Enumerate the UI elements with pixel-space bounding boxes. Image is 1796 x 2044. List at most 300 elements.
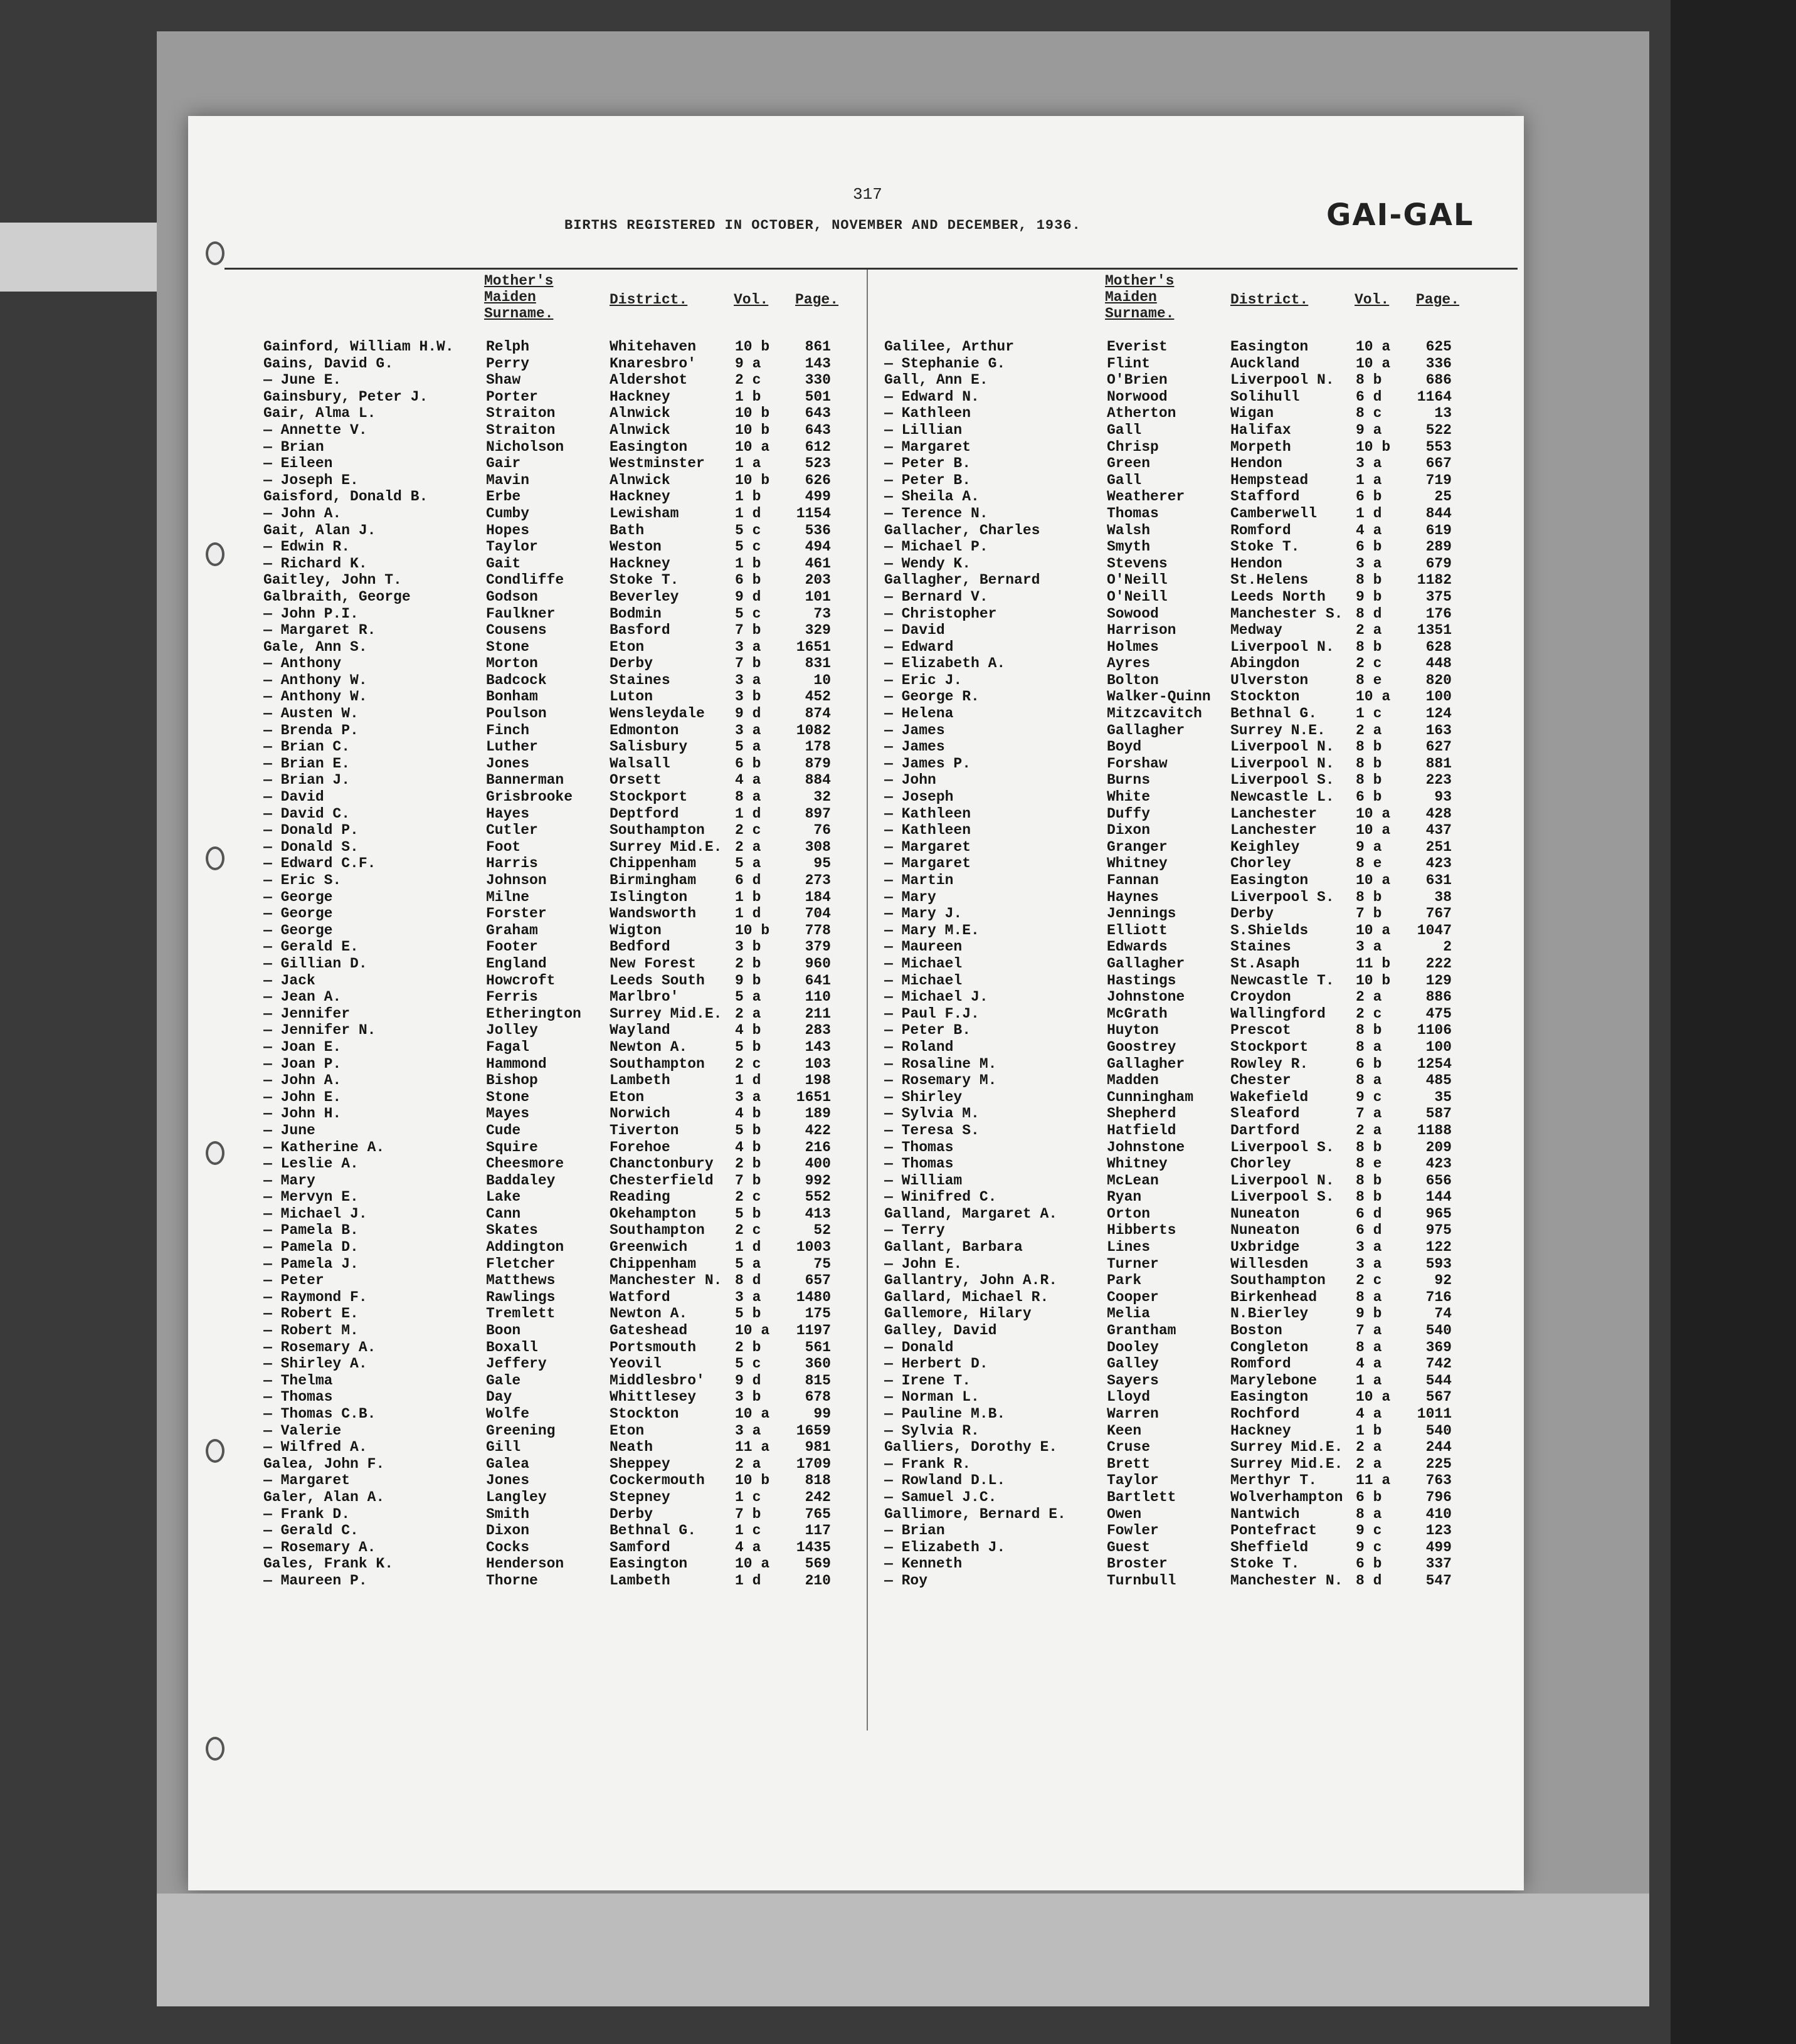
entry-name: — Brian — [263, 438, 324, 455]
entry-volume: 9 a — [735, 355, 761, 372]
entry-page: 92 — [1434, 1272, 1452, 1289]
index-code: GAI-GAL — [1326, 198, 1474, 233]
entry-name: — Joseph — [884, 789, 954, 806]
entry-page: 475 — [1425, 1005, 1452, 1022]
entry-maiden-name: Addington — [486, 1239, 564, 1256]
entry-volume: 7 b — [1356, 905, 1382, 922]
entry-maiden-name: Wolfe — [486, 1406, 530, 1422]
entry-volume: 4 b — [735, 1139, 761, 1156]
entry-district: Liverpool N. — [1230, 372, 1334, 389]
entry-name: — George R. — [884, 688, 980, 705]
entry-maiden-name: Harris — [486, 855, 538, 872]
entry-maiden-name: Ferris — [486, 989, 538, 1006]
entry-volume: 2 c — [735, 372, 761, 389]
entry-name: — Leslie A. — [263, 1156, 359, 1172]
entry-volume: 9 d — [735, 588, 761, 605]
entry-page: 1254 — [1417, 1055, 1452, 1072]
entry-volume: 1 b — [735, 555, 761, 572]
entry-name: — Elizabeth A. — [884, 655, 1006, 672]
entry-volume: 8 b — [1356, 372, 1382, 389]
entry-maiden-name: Henderson — [486, 1556, 564, 1573]
entry-name: — Thomas — [884, 1156, 954, 1172]
entry-maiden-name: Forshaw — [1107, 755, 1168, 772]
entry-page: 273 — [805, 872, 831, 888]
entry-volume: 10 b — [735, 421, 770, 438]
entry-name: Galilee, Arthur — [884, 339, 1015, 355]
entry-page: 657 — [805, 1272, 831, 1289]
entry-page: 289 — [1425, 539, 1452, 556]
entry-volume: 10 a — [735, 438, 770, 455]
entry-district: Bedford — [610, 939, 670, 956]
entry-maiden-name: Fletcher — [486, 1255, 556, 1272]
entry-district: Ulverston — [1230, 672, 1309, 688]
table-row — [884, 1339, 1518, 1356]
entry-name: — Margaret — [263, 1472, 351, 1489]
entry-page: 547 — [1425, 1572, 1452, 1589]
entry-district: Chanctonbury — [610, 1156, 714, 1172]
entry-name: — David C. — [263, 805, 351, 822]
table-row — [263, 1239, 897, 1256]
entry-page: 283 — [805, 1022, 831, 1039]
entry-volume: 2 a — [1356, 1122, 1382, 1139]
table-row — [263, 1189, 897, 1206]
entry-name: — Jennifer N. — [263, 1022, 376, 1039]
entry-maiden-name: Cann — [486, 1205, 521, 1222]
table-row — [884, 822, 1518, 839]
entry-name: — Anthony W. — [263, 672, 367, 688]
entry-page: 643 — [805, 405, 831, 422]
entry-volume: 4 a — [1356, 522, 1382, 539]
entry-page: 716 — [1425, 1288, 1452, 1305]
entry-name: — Raymond F. — [263, 1288, 367, 1305]
entry-maiden-name: Hastings — [1107, 972, 1176, 989]
entry-volume: 10 b — [1356, 438, 1391, 455]
table-row — [884, 1389, 1518, 1406]
table-row — [263, 422, 897, 439]
entry-district: Walsall — [610, 755, 670, 772]
table-row — [263, 972, 897, 989]
entry-name: Galbraith, George — [263, 588, 411, 605]
entry-name: — Margaret — [884, 855, 971, 872]
entry-district: Islington — [610, 888, 688, 905]
entry-district: Willesden — [1230, 1255, 1309, 1272]
entry-name: — Gillian D. — [263, 955, 367, 972]
entry-name: — Roland — [884, 1038, 954, 1055]
entry-district: Liverpool N. — [1230, 739, 1334, 756]
table-row — [263, 1072, 897, 1089]
entry-volume: 7 b — [735, 1172, 761, 1189]
entry-name: — Brenda P. — [263, 722, 359, 739]
table-row — [884, 1139, 1518, 1156]
entry-maiden-name: Madden — [1107, 1072, 1159, 1089]
entry-maiden-name: Fagal — [486, 1038, 530, 1055]
entry-maiden-name: Johnstone — [1107, 989, 1185, 1006]
entry-page: 337 — [1425, 1556, 1452, 1573]
table-row — [884, 1272, 1518, 1289]
entry-district: Liverpool S. — [1230, 1139, 1334, 1156]
entry-district: Beverley — [610, 588, 679, 605]
entry-name: — Michael — [884, 972, 963, 989]
entry-page: 536 — [805, 522, 831, 539]
entry-district: Stockport — [610, 789, 688, 806]
table-row — [263, 339, 897, 356]
entry-district: Morpeth — [1230, 438, 1291, 455]
entry-name: — Stephanie G. — [884, 355, 1006, 372]
table-row — [263, 572, 897, 589]
entry-page: 1106 — [1417, 1022, 1452, 1039]
entry-volume: 8 b — [1356, 638, 1382, 655]
entry-page: 625 — [1425, 339, 1452, 355]
entry-volume: 8 d — [1356, 605, 1382, 622]
entry-name: — Thomas — [884, 1139, 954, 1156]
entry-maiden-name: England — [486, 955, 547, 972]
entry-district: Portsmouth — [610, 1339, 697, 1356]
entry-district: Newcastle T. — [1230, 972, 1334, 989]
entry-name: — Martin — [884, 872, 954, 888]
entry-page: 1182 — [1417, 572, 1452, 589]
table-row — [263, 756, 897, 772]
entry-name: — Margaret — [884, 838, 971, 855]
entry-district: Alnwick — [610, 405, 670, 422]
entry-name: — Paul F.J. — [884, 1005, 980, 1022]
entry-volume: 1 b — [1356, 1422, 1382, 1439]
entry-name: Galley, David — [884, 1322, 997, 1339]
entry-name: — Annette V. — [263, 421, 367, 438]
entry-district: Alnwick — [610, 471, 670, 488]
table-row — [884, 1206, 1518, 1223]
entry-district: Liverpool N. — [1230, 638, 1334, 655]
entry-name: — Kathleen — [884, 405, 971, 422]
table-row — [263, 1156, 897, 1172]
entry-district: Yeovil — [610, 1356, 662, 1372]
entry-name: — Rosemary A. — [263, 1339, 376, 1356]
page-number: 317 — [853, 185, 882, 204]
entry-maiden-name: Burns — [1107, 772, 1151, 789]
entry-maiden-name: Gale — [486, 1372, 521, 1389]
entry-volume: 8 d — [1356, 1572, 1382, 1589]
table-row — [884, 1439, 1518, 1456]
entry-page: 552 — [805, 1189, 831, 1206]
entry-district: Uxbridge — [1230, 1239, 1300, 1256]
table-row — [263, 672, 897, 689]
entry-name: — Lillian — [884, 421, 963, 438]
entry-name: — John H. — [263, 1105, 342, 1122]
entry-district: Salisbury — [610, 739, 688, 756]
entry-volume: 1 c — [735, 1488, 761, 1505]
entry-maiden-name: Chrisp — [1107, 438, 1159, 455]
entry-page: 379 — [805, 939, 831, 956]
maiden-header: Mother's Maiden Surname. — [484, 273, 554, 322]
table-row — [263, 939, 897, 956]
entry-district: Rowley R. — [1230, 1055, 1309, 1072]
entry-name: Gainsbury, Peter J. — [263, 388, 428, 405]
entry-name: — John P.I. — [263, 605, 359, 622]
entry-name: Gallant, Barbara — [884, 1239, 1023, 1256]
entry-page: 1197 — [796, 1322, 831, 1339]
entry-page: 189 — [805, 1105, 831, 1122]
entry-district: Solihull — [1230, 388, 1300, 405]
entry-maiden-name: Etherington — [486, 1005, 581, 1022]
entry-district: Surrey N.E. — [1230, 722, 1326, 739]
entry-name: Gainford, William H.W. — [263, 339, 454, 355]
entry-maiden-name: Skates — [486, 1222, 538, 1239]
entry-page: 742 — [1425, 1356, 1452, 1372]
table-row — [263, 1222, 897, 1239]
entry-page: 216 — [805, 1139, 831, 1156]
table-row — [884, 1022, 1518, 1039]
scan-edge — [1671, 0, 1796, 2044]
entry-page: 143 — [805, 355, 831, 372]
entry-name: — Pamela B. — [263, 1222, 359, 1239]
table-row — [884, 1472, 1518, 1489]
entry-volume: 1 b — [735, 888, 761, 905]
entry-maiden-name: Hayes — [486, 805, 530, 822]
entry-maiden-name: Forster — [486, 905, 547, 922]
entry-volume: 3 a — [735, 638, 761, 655]
entry-page: 448 — [1425, 655, 1452, 672]
entry-maiden-name: Straiton — [486, 405, 556, 422]
entry-page: 679 — [1425, 555, 1452, 572]
entry-district: Wigan — [1230, 405, 1274, 422]
entry-district: Manchester S. — [1230, 605, 1343, 622]
table-row — [263, 1506, 897, 1523]
entry-name: — Michael — [884, 955, 963, 972]
entry-name: — Sylvia R. — [884, 1422, 980, 1439]
entry-volume: 10 b — [735, 471, 770, 488]
entry-district: Wensleydale — [610, 705, 705, 722]
entry-name: Gaitley, John T. — [263, 572, 402, 589]
page-header: Page. — [795, 292, 839, 308]
entry-district: Hendon — [1230, 455, 1282, 472]
entry-volume: 3 b — [735, 939, 761, 956]
entry-maiden-name: Goostrey — [1107, 1038, 1176, 1055]
entry-page: 242 — [805, 1488, 831, 1505]
entry-maiden-name: Erbe — [486, 488, 521, 505]
entry-volume: 2 b — [735, 955, 761, 972]
entry-page: 203 — [805, 572, 831, 589]
entry-name: Gallimore, Bernard E. — [884, 1505, 1066, 1522]
table-row — [263, 455, 897, 472]
table-row — [884, 339, 1518, 356]
entry-name: — Terence N. — [884, 505, 988, 522]
table-row — [884, 1406, 1518, 1423]
entry-name: — William — [884, 1172, 963, 1189]
entry-name: Galer, Alan A. — [263, 1488, 385, 1505]
table-row — [884, 1105, 1518, 1122]
entry-district: Orsett — [610, 772, 662, 789]
table-row — [884, 989, 1518, 1006]
entry-maiden-name: Grantham — [1107, 1322, 1176, 1339]
entry-page: 561 — [805, 1339, 831, 1356]
entry-volume: 3 a — [735, 672, 761, 688]
entry-volume: 1 b — [735, 488, 761, 505]
entry-volume: 2 c — [1356, 1272, 1382, 1289]
entry-page: 523 — [805, 455, 831, 472]
entry-page: 452 — [805, 688, 831, 705]
entry-maiden-name: Johnstone — [1107, 1139, 1185, 1156]
table-row — [884, 1423, 1518, 1440]
entry-district: Lambeth — [610, 1072, 670, 1089]
table-row — [263, 722, 897, 739]
table-row — [263, 622, 897, 639]
entry-maiden-name: Keen — [1107, 1422, 1142, 1439]
table-row — [884, 622, 1518, 639]
entry-page: 422 — [805, 1122, 831, 1139]
entry-volume: 3 a — [735, 722, 761, 739]
entry-district: Okehampton — [610, 1205, 697, 1222]
entry-page: 461 — [805, 555, 831, 572]
table-row — [263, 1139, 897, 1156]
entry-page: 719 — [1425, 471, 1452, 488]
entry-maiden-name: Faulkner — [486, 605, 556, 622]
entry-volume: 8 b — [1356, 755, 1382, 772]
entry-name: — Valerie — [263, 1422, 342, 1439]
entry-page: 52 — [813, 1222, 831, 1239]
entry-volume: 8 c — [1356, 405, 1382, 422]
entry-name: — Brian E. — [263, 755, 351, 772]
entry-name: — Brian C. — [263, 739, 351, 756]
entry-district: Halifax — [1230, 421, 1291, 438]
table-row — [263, 1573, 897, 1589]
table-row — [263, 372, 897, 389]
entry-page: 965 — [1425, 1205, 1452, 1222]
entry-district: Watford — [610, 1288, 670, 1305]
entry-maiden-name: Jones — [486, 1472, 530, 1489]
entry-maiden-name: Fannan — [1107, 872, 1159, 888]
entry-maiden-name: Shaw — [486, 372, 521, 389]
entry-name: — Wendy K. — [884, 555, 971, 572]
entry-district: Auckland — [1230, 355, 1300, 372]
entry-maiden-name: Sowood — [1107, 605, 1159, 622]
entry-district: Middlesbro' — [610, 1372, 705, 1389]
entry-district: St.Asaph — [1230, 955, 1300, 972]
entry-maiden-name: Nicholson — [486, 438, 564, 455]
entry-volume: 9 c — [1356, 1522, 1382, 1539]
entry-maiden-name: Straiton — [486, 421, 556, 438]
entry-district: Nuneaton — [1230, 1205, 1300, 1222]
entry-maiden-name: Galea — [486, 1455, 530, 1472]
entry-volume: 10 a — [1356, 339, 1391, 355]
entry-maiden-name: Mitzcavitch — [1107, 705, 1202, 722]
entry-name: — Teresa S. — [884, 1122, 980, 1139]
table-row — [884, 672, 1518, 689]
entry-maiden-name: Fowler — [1107, 1522, 1159, 1539]
entry-name: Galliers, Dorothy E. — [884, 1439, 1058, 1456]
entry-name: — Pamela J. — [263, 1255, 359, 1272]
entry-name: — Gerald E. — [263, 939, 359, 956]
entry-district: Sheppey — [610, 1455, 670, 1472]
entry-page: 1659 — [796, 1422, 831, 1439]
entry-name: — James — [884, 739, 945, 756]
entry-volume: 6 b — [1356, 789, 1382, 806]
entry-name: — Austen W. — [263, 705, 359, 722]
entry-page: 641 — [805, 972, 831, 989]
entry-name: — Mary J. — [884, 905, 963, 922]
entry-district: Deptford — [610, 805, 679, 822]
entry-name: — George — [263, 905, 333, 922]
entry-district: Bethnal G. — [610, 1522, 697, 1539]
entry-district: Newton A. — [610, 1305, 688, 1322]
entry-page: 861 — [805, 339, 831, 355]
district-header: District. — [610, 292, 688, 308]
entry-page: 886 — [1425, 989, 1452, 1006]
entry-maiden-name: Gait — [486, 555, 521, 572]
entry-volume: 6 b — [1356, 1488, 1382, 1505]
entry-volume: 5 c — [735, 605, 761, 622]
table-row — [263, 855, 897, 872]
entry-district: Derby — [1230, 905, 1274, 922]
entry-district: Whittlesey — [610, 1389, 697, 1406]
entry-maiden-name: Whitney — [1107, 1156, 1168, 1172]
table-row — [263, 405, 897, 422]
table-row — [263, 806, 897, 823]
entry-district: Tiverton — [610, 1122, 679, 1139]
entry-name: — Thomas C.B. — [263, 1406, 376, 1422]
entry-maiden-name: Jolley — [486, 1022, 538, 1039]
entry-page: 1164 — [1417, 388, 1452, 405]
entry-maiden-name: Mayes — [486, 1105, 530, 1122]
entry-volume: 2 c — [735, 822, 761, 839]
entry-name: — George — [263, 888, 333, 905]
table-row — [263, 922, 897, 939]
entry-district: Birkenhead — [1230, 1288, 1318, 1305]
entry-volume: 9 a — [1356, 421, 1382, 438]
entry-district: Wakefield — [1230, 1088, 1309, 1105]
vol-header: Vol. — [734, 292, 769, 308]
entry-volume: 7 b — [735, 655, 761, 672]
entry-volume: 4 a — [735, 1539, 761, 1556]
entry-district: Stockton — [1230, 688, 1300, 705]
entry-district: Birmingham — [610, 872, 697, 888]
entry-volume: 5 a — [735, 739, 761, 756]
entry-volume: 10 a — [735, 1322, 770, 1339]
table-row — [884, 972, 1518, 989]
table-row — [884, 1122, 1518, 1139]
entry-district: Liverpool S. — [1230, 772, 1334, 789]
entry-name: — Pauline M.B. — [884, 1406, 1006, 1422]
entry-name: — Thomas — [263, 1389, 333, 1406]
entry-volume: 2 a — [735, 838, 761, 855]
table-row — [263, 1289, 897, 1306]
entry-district: Southampton — [1230, 1272, 1326, 1289]
entry-page: 117 — [805, 1522, 831, 1539]
entry-page: 410 — [1425, 1505, 1452, 1522]
entry-name: — Rosemary A. — [263, 1539, 376, 1556]
entry-page: 844 — [1425, 505, 1452, 522]
table-row — [263, 439, 897, 456]
entry-volume: 8 a — [1356, 1072, 1382, 1089]
entry-page: 184 — [805, 888, 831, 905]
entry-page: 110 — [805, 989, 831, 1006]
entry-volume: 5 c — [735, 1356, 761, 1372]
entry-page: 428 — [1425, 805, 1452, 822]
entry-name: — Joan E. — [263, 1038, 342, 1055]
entry-volume: 1 d — [735, 1072, 761, 1089]
entry-district: Medway — [1230, 622, 1282, 639]
column-header — [263, 273, 897, 329]
entry-maiden-name: Park — [1107, 1272, 1142, 1289]
entry-district: Stafford — [1230, 488, 1300, 505]
entry-district: Wolverhampton — [1230, 1488, 1343, 1505]
entry-page: 74 — [1434, 1305, 1452, 1322]
entry-name: — Michael J. — [263, 1205, 367, 1222]
entry-maiden-name: Lloyd — [1107, 1389, 1151, 1406]
entry-maiden-name: Grisbrooke — [486, 789, 573, 806]
table-row — [263, 1089, 897, 1106]
entry-page: 225 — [1425, 1455, 1452, 1472]
vol-header: Vol. — [1355, 292, 1390, 308]
entry-page: 176 — [1425, 605, 1452, 622]
